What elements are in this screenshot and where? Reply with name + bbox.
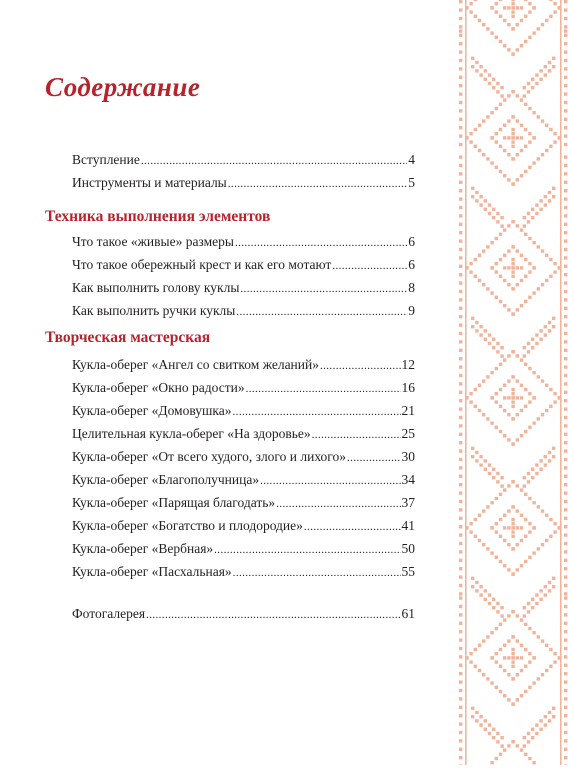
toc-entry[interactable] — [72, 541, 415, 558]
toc-entry[interactable] — [72, 472, 415, 489]
toc-entry-page: 30 — [401, 449, 415, 464]
toc-entry-label: Инструменты и материалы — [72, 175, 227, 190]
page-title: Содержание — [45, 72, 201, 102]
toc-entry-page: 21 — [401, 403, 415, 418]
toc-entry-label: Кукла-оберег «Парящая благодать» — [72, 495, 276, 510]
toc-entry-page: 6 — [408, 234, 415, 249]
toc-entry-page: 50 — [401, 541, 415, 556]
toc-entry[interactable] — [72, 257, 415, 274]
toc-entry[interactable] — [72, 380, 415, 397]
toc-entry[interactable] — [72, 357, 415, 374]
toc-entry-label: Целительная кукла-оберег «На здоровье» — [72, 426, 311, 441]
dot-leader — [332, 258, 407, 274]
toc-entry[interactable] — [72, 280, 415, 297]
dot-leader — [141, 153, 407, 169]
toc-entry-label: Кукла-оберег «Окно радости» — [72, 380, 245, 395]
dot-leader — [260, 473, 400, 489]
dot-leader — [347, 450, 400, 466]
dot-leader — [304, 519, 401, 535]
dot-leader — [228, 176, 407, 192]
toc-entry-page: 8 — [408, 280, 415, 295]
dot-leader — [235, 235, 407, 251]
toc-entry-page: 6 — [408, 257, 415, 272]
toc-entry[interactable] — [72, 403, 415, 420]
toc-entry-label: Кукла-оберег «Домовушка» — [72, 403, 232, 418]
dot-leader — [146, 607, 400, 623]
toc-entry-label: Кукла-оберег «Вербная» — [72, 541, 214, 556]
toc-entry-page: 55 — [401, 564, 415, 579]
toc-entry-label: Что такое обережный крест и как его мотают — [72, 257, 332, 272]
dot-leader — [320, 358, 401, 374]
toc-entry-page: 12 — [401, 357, 415, 372]
toc-entry[interactable] — [72, 495, 415, 512]
toc-entry[interactable] — [72, 234, 415, 251]
toc-entry-label: Вступление — [72, 152, 140, 167]
toc-entry-label: Кукла-оберег «Ангел со свитком желаний» — [72, 357, 319, 372]
toc-entry[interactable] — [72, 564, 415, 581]
toc-entry[interactable] — [72, 175, 415, 192]
toc-entry-page: 41 — [401, 518, 415, 533]
toc-entry-page: 25 — [401, 426, 415, 441]
toc-entry[interactable] — [72, 152, 415, 169]
cross-stitch-pattern-icon — [457, 0, 570, 765]
dot-leader — [214, 542, 400, 558]
dot-leader — [233, 565, 401, 581]
toc-entry-page: 9 — [408, 303, 415, 318]
dot-leader — [233, 404, 401, 420]
dot-leader — [246, 381, 401, 397]
toc-entry-page: 16 — [401, 380, 415, 395]
toc-entry-page: 37 — [401, 495, 415, 510]
dot-leader — [240, 281, 407, 297]
toc-entry[interactable] — [72, 518, 415, 535]
toc-entry-page: 61 — [401, 606, 415, 621]
toc-entry-page: 34 — [401, 472, 415, 487]
toc-entry[interactable] — [72, 449, 415, 466]
section-heading: Техника выполнения элементов — [45, 208, 271, 225]
toc-entry-label: Кукла-оберег «Пасхальная» — [72, 564, 232, 579]
toc-entry[interactable] — [72, 426, 415, 443]
toc-entry-label: Фотогалерея — [72, 606, 146, 621]
toc-entry-page: 4 — [408, 152, 415, 167]
toc-entry[interactable] — [72, 606, 415, 623]
toc-entry-label: Кукла-оберег «От всего худого, злого и лихого» — [72, 449, 347, 464]
toc-entry-label: Что такое «живые» размеры — [72, 234, 234, 249]
toc-entry[interactable] — [72, 303, 415, 320]
toc-entry-label: Кукла-оберег «Благополучница» — [72, 472, 260, 487]
toc-entry-label: Как выполнить ручки куклы — [72, 303, 236, 318]
dot-leader — [236, 304, 407, 320]
toc-entry-page: 5 — [408, 175, 415, 190]
toc-entry-label: Как выполнить голову куклы — [72, 280, 240, 295]
dot-leader — [276, 496, 400, 512]
section-heading: Творческая мастерская — [45, 329, 211, 346]
dot-leader — [312, 427, 401, 443]
cross-stitch-border-ornament — [457, 0, 570, 765]
toc-entry-label: Кукла-оберег «Богатство и плодородие» — [72, 518, 303, 533]
